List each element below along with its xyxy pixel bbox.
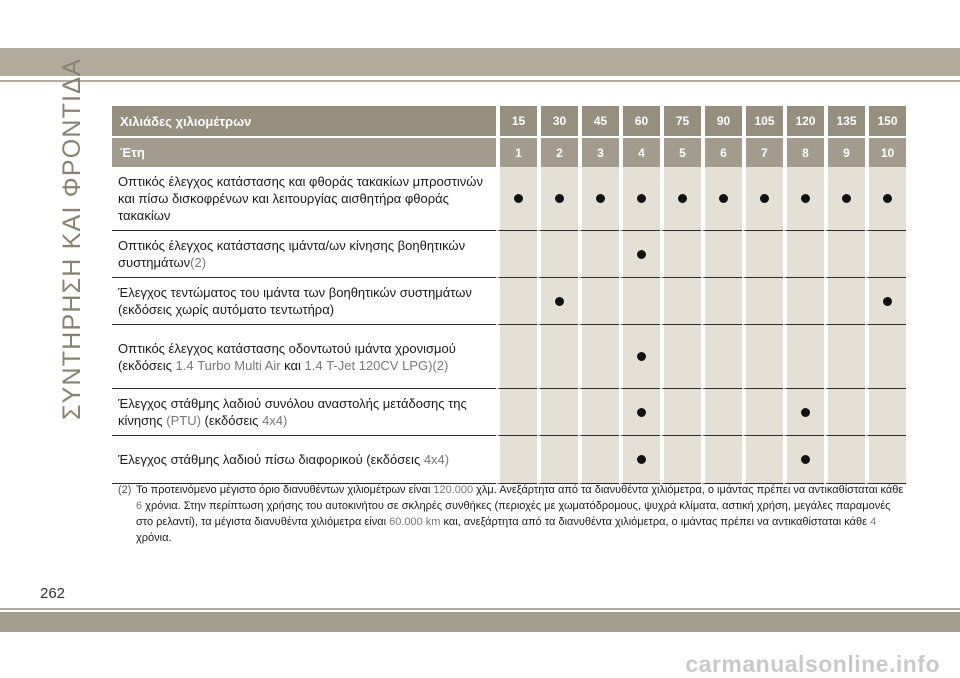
label-text: (εκδόσεις — [200, 413, 263, 428]
check-dot-icon — [555, 194, 564, 203]
schedule-row — [112, 389, 906, 436]
schedule-cell — [537, 436, 578, 484]
check-dot-icon — [514, 194, 523, 203]
schedule-cell — [537, 278, 578, 325]
schedule-cell — [824, 325, 865, 389]
schedule-cell — [701, 278, 742, 325]
bottom-band-line — [0, 608, 960, 610]
check-dot-icon — [637, 352, 646, 361]
schedule-cell — [783, 278, 824, 325]
schedule-cell — [824, 278, 865, 325]
schedule-cell — [742, 278, 783, 325]
label-text: (PTU) — [166, 413, 201, 428]
schedule-cell — [496, 231, 537, 278]
year-header-4: 4 — [619, 136, 660, 167]
km-header-60: 60 — [619, 106, 660, 136]
schedule-row-label — [112, 325, 496, 389]
footnote-mark: (2) — [118, 484, 132, 496]
check-dot-icon — [637, 455, 646, 464]
schedule-cell — [701, 436, 742, 484]
watermark: carmanualsonline.info — [685, 650, 940, 677]
label-text: Οπτικός έλεγχος κατάστασης οδοντωτού ιμάντα χρονισμού (εκδόσεις — [118, 340, 456, 373]
km-header-30: 30 — [537, 106, 578, 136]
schedule-cell — [578, 325, 619, 389]
label-text: (2) — [190, 255, 207, 270]
footnote-fragment: Το προτεινόμενο μέγιστο όριο διανυθέντων χιλιομέτρων είναι — [136, 484, 434, 496]
schedule-cell — [537, 389, 578, 436]
top-band-line — [0, 80, 960, 82]
schedule-cell — [701, 389, 742, 436]
year-header-6: 6 — [701, 136, 742, 167]
label-text: 1.4 T-Jet 120CV LPG)(2) — [304, 357, 449, 373]
footnote-fragment: 60.000 km — [389, 516, 441, 528]
footnote — [118, 482, 908, 546]
schedule-row-label — [112, 278, 496, 325]
schedule-cell — [619, 325, 660, 389]
schedule-cell — [865, 167, 906, 231]
km-header-45: 45 — [578, 106, 619, 136]
check-dot-icon — [883, 194, 892, 203]
schedule-cell — [865, 231, 906, 278]
footnote-fragment: 120.000 — [433, 484, 474, 496]
label-text: Έλεγχος στάθμης λαδιού συνόλου αναστολής μετάδοσης της κίνησης — [118, 396, 467, 428]
label-text: 4x4) — [262, 413, 288, 428]
check-dot-icon — [760, 194, 769, 203]
km-header-row — [112, 106, 906, 136]
footnote-fragment: 4 — [870, 516, 877, 528]
page-number: 262 — [40, 585, 66, 602]
year-header-8: 8 — [783, 136, 824, 167]
schedule-cell — [619, 278, 660, 325]
schedule-cell — [742, 167, 783, 231]
schedule-row-label — [112, 231, 496, 278]
km-header-135: 135 — [824, 106, 865, 136]
schedule-body — [112, 167, 906, 484]
footnote-fragment: χρόνια. Στην περίπτωση χρήσης του αυτοκινήτου σε σκληρές συνθήκες (περιοχές με χωματόδρομους, ψυχρά κλίματα, αστική χρήση, μεγάλες παραμονές στο ρελαντί), τα μέγιστα διανυθέντα χιλιόμετρα είναι — [136, 500, 891, 528]
year-header-1: 1 — [496, 136, 537, 167]
km-header-label: Χιλιάδες χιλιομέτρων — [112, 106, 496, 136]
label-text: Έλεγχος στάθμης λαδιού πίσω διαφορικού (εκδόσεις — [118, 452, 424, 467]
schedule-cell — [783, 325, 824, 389]
footnote-fragment: χλμ. Ανεξάρτητα από τα διανυθέντα χιλιόμετρα, ο ιμάντας πρέπει να αντικαθίσταται κάθε — [473, 484, 904, 496]
check-dot-icon — [801, 455, 810, 464]
schedule-cell — [496, 167, 537, 231]
maintenance-schedule-table — [112, 106, 906, 484]
schedule-cell — [824, 167, 865, 231]
label-text: Οπτικός έλεγχος κατάστασης ιμάντα/ων κίνησης βοηθητικών συστημάτων — [118, 238, 466, 270]
schedule-cell — [742, 436, 783, 484]
schedule-row — [112, 167, 906, 231]
schedule-cell — [783, 389, 824, 436]
year-header-5: 5 — [660, 136, 701, 167]
check-dot-icon — [678, 194, 687, 203]
schedule-cell — [824, 231, 865, 278]
schedule-cell — [578, 278, 619, 325]
check-dot-icon — [555, 297, 564, 306]
schedule-cell — [496, 325, 537, 389]
schedule-row — [112, 278, 906, 325]
check-dot-icon — [596, 194, 605, 203]
label-text: Έλεγχος τεντώματος του ιμάντα των βοηθητικών συστημάτων (εκδόσεις χωρίς αυτόματο τεντωτήρα) — [118, 285, 472, 317]
schedule-cell — [742, 231, 783, 278]
schedule-row-label — [112, 167, 496, 231]
schedule-cell — [701, 167, 742, 231]
schedule-cell — [496, 389, 537, 436]
schedule-cell — [783, 436, 824, 484]
schedule-cell — [824, 436, 865, 484]
label-text: και — [284, 357, 305, 373]
schedule-cell — [537, 231, 578, 278]
schedule-row — [112, 231, 906, 278]
schedule-cell — [824, 389, 865, 436]
check-dot-icon — [637, 194, 646, 203]
schedule-cell — [496, 278, 537, 325]
schedule-cell — [619, 231, 660, 278]
schedule-cell — [660, 278, 701, 325]
check-dot-icon — [801, 408, 810, 417]
schedule-cell — [660, 167, 701, 231]
schedule-cell — [578, 231, 619, 278]
schedule-cell — [701, 231, 742, 278]
schedule-cell — [537, 325, 578, 389]
year-header-3: 3 — [578, 136, 619, 167]
schedule-cell — [619, 167, 660, 231]
year-header-2: 2 — [537, 136, 578, 167]
schedule-cell — [578, 436, 619, 484]
schedule-row-label — [112, 389, 496, 436]
schedule-cell — [537, 167, 578, 231]
schedule-cell — [865, 436, 906, 484]
schedule-cell — [578, 167, 619, 231]
schedule-cell — [701, 325, 742, 389]
schedule-row — [112, 325, 906, 389]
label-text: 4x4) — [423, 452, 450, 467]
schedule-cell — [742, 325, 783, 389]
bottom-band — [0, 612, 960, 632]
top-band — [0, 48, 960, 76]
schedule-cell — [619, 436, 660, 484]
years-header-row — [112, 136, 906, 167]
check-dot-icon — [637, 250, 646, 259]
label-text: Οπτικός έλεγχος κατάστασης και φθοράς τακακίων μπροστινών και πίσω δισκοφρένων και λειτουργίας αισθητήρα φθοράς τακακίων — [118, 174, 483, 223]
km-header-15: 15 — [496, 106, 537, 136]
schedule-cell — [578, 389, 619, 436]
km-header-75: 75 — [660, 106, 701, 136]
year-header-10: 10 — [865, 136, 906, 167]
schedule-cell — [783, 167, 824, 231]
footnote-fragment: και, ανεξάρτητα από τα διανυθέντα χιλιόμετρα, ο ιμάντας πρέπει να αντικαθίσταται κάθε — [440, 516, 871, 528]
footnote-fragment: 6 — [136, 500, 143, 512]
km-header-105: 105 — [742, 106, 783, 136]
check-dot-icon — [637, 408, 646, 417]
schedule-cell — [783, 231, 824, 278]
section-title: ΣΥΝΤΗΡΗΣΗ ΚΑΙ ΦΡΟΝΤΙΔΑ — [58, 57, 86, 420]
schedule-cell — [496, 436, 537, 484]
years-header-label: Έτη — [112, 136, 496, 167]
schedule-cell — [660, 436, 701, 484]
schedule-cell — [660, 231, 701, 278]
schedule-cell — [619, 389, 660, 436]
check-dot-icon — [801, 194, 810, 203]
schedule-cell — [742, 389, 783, 436]
schedule-row — [112, 436, 906, 484]
schedule-cell — [660, 325, 701, 389]
footnote-fragment: χρόνια. — [136, 532, 172, 544]
check-dot-icon — [719, 194, 728, 203]
schedule-cell — [865, 325, 906, 389]
km-header-90: 90 — [701, 106, 742, 136]
schedule-cell — [865, 389, 906, 436]
check-dot-icon — [883, 297, 892, 306]
schedule-cell — [865, 278, 906, 325]
year-header-7: 7 — [742, 136, 783, 167]
km-header-120: 120 — [783, 106, 824, 136]
check-dot-icon — [842, 194, 851, 203]
year-header-9: 9 — [824, 136, 865, 167]
footnote-text — [118, 482, 908, 546]
schedule-cell — [660, 389, 701, 436]
schedule-row-label — [112, 436, 496, 484]
label-text: 1.4 Turbo Multi Air — [175, 357, 285, 373]
km-header-150: 150 — [865, 106, 906, 136]
